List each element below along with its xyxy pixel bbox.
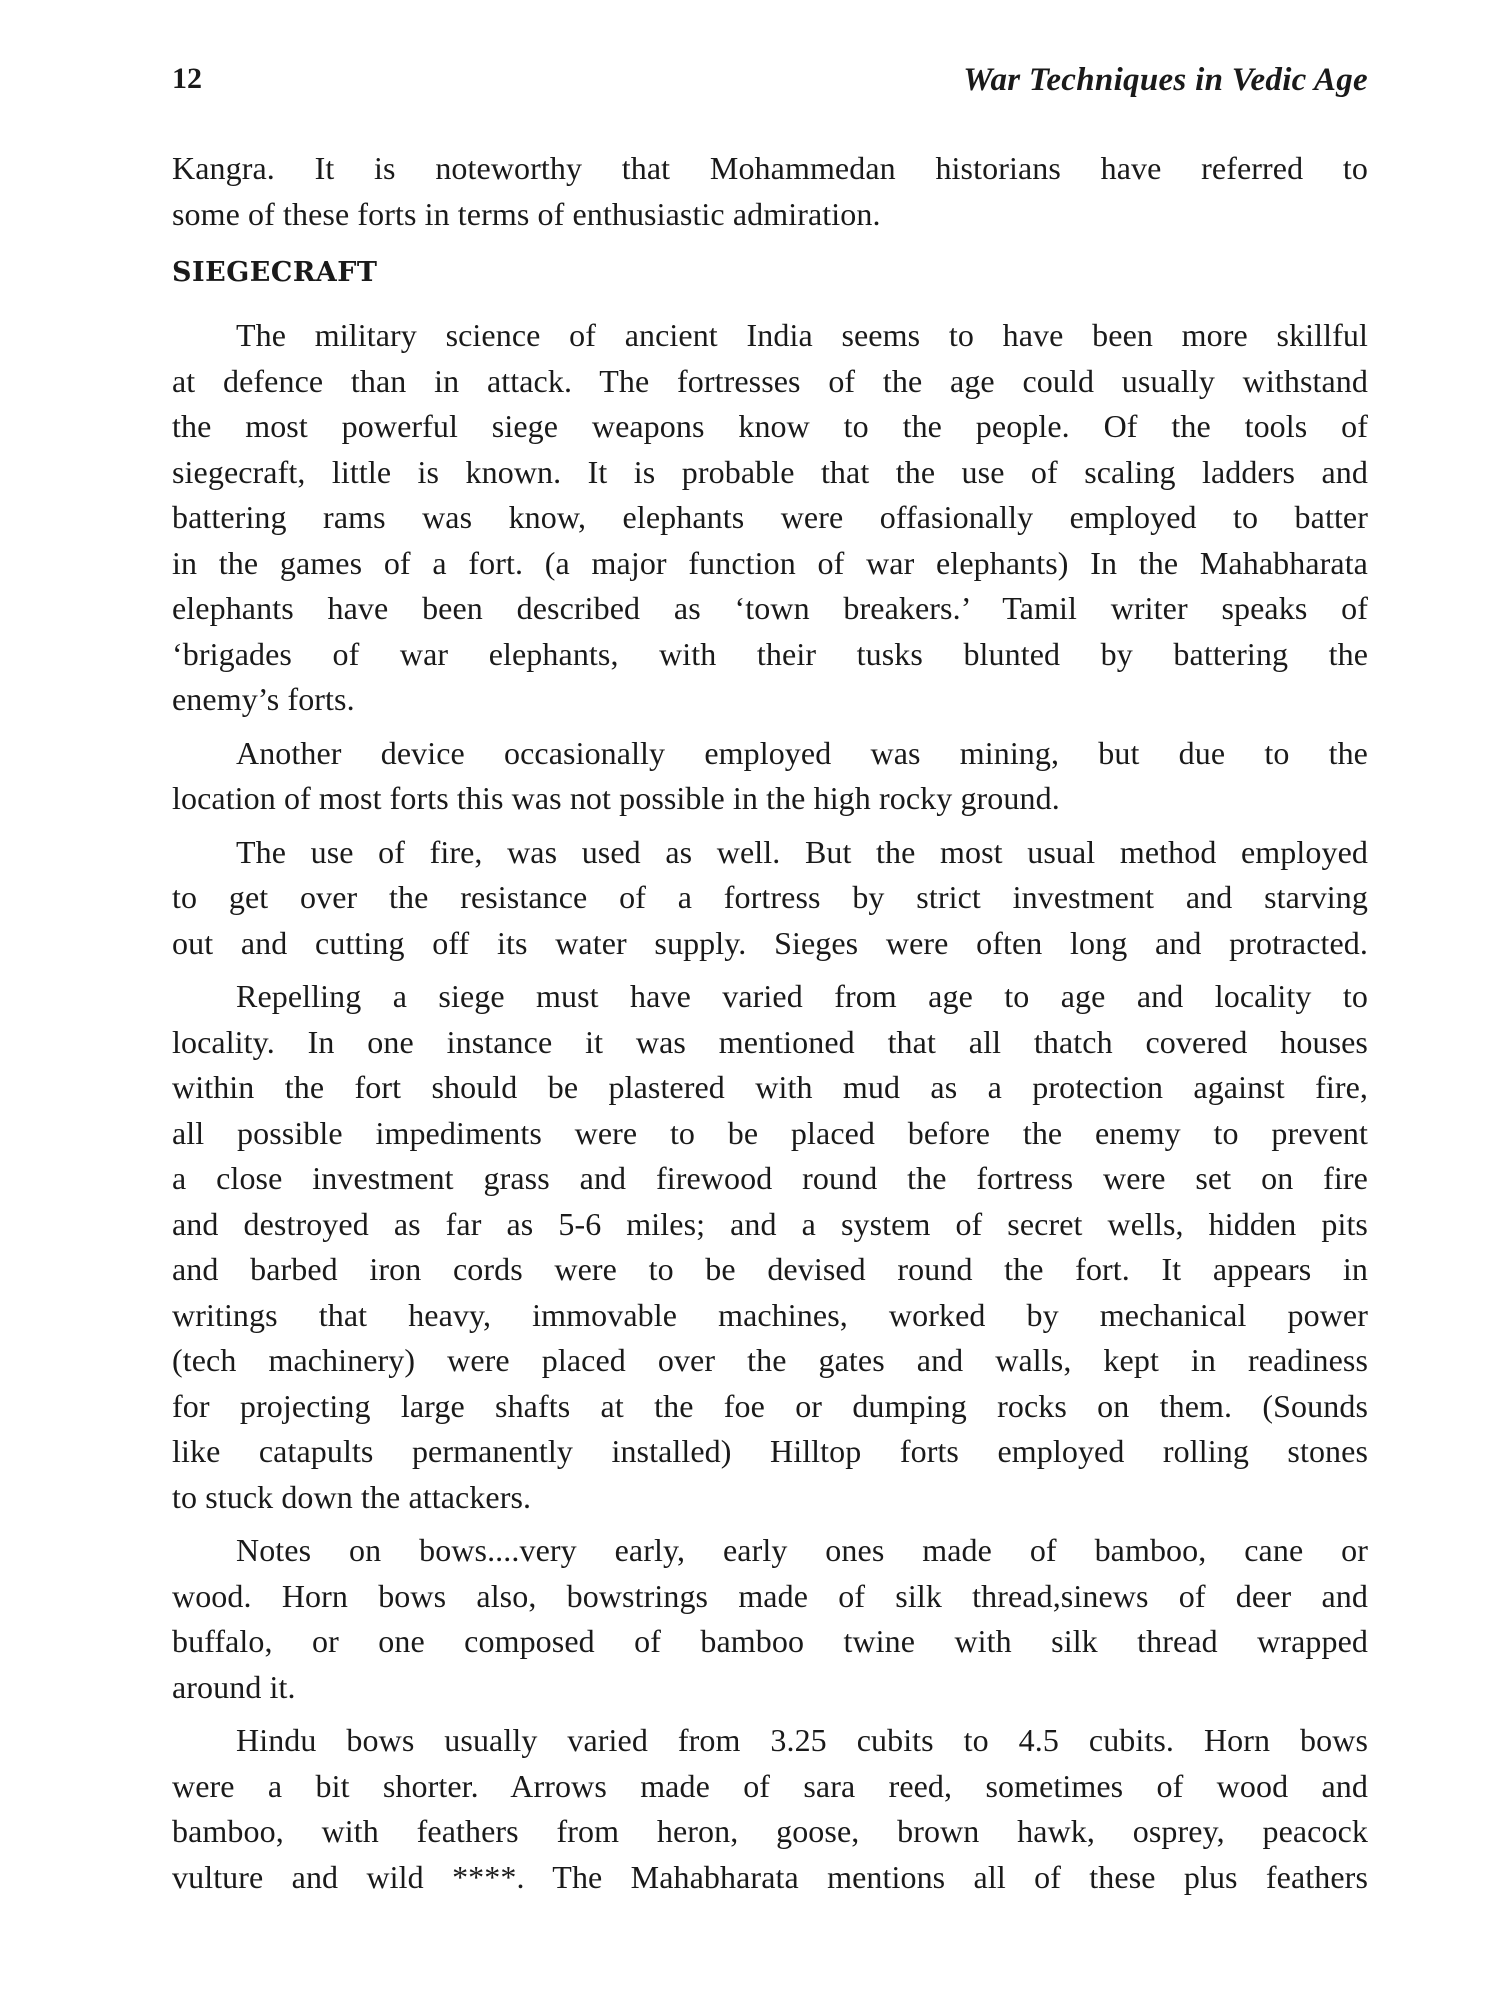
text-line: to stuck down the attackers. xyxy=(172,1478,532,1515)
paragraph xyxy=(172,731,1368,822)
running-title: War Techniques in Vedic Age xyxy=(963,62,1368,98)
carryover-paragraph xyxy=(172,146,1368,237)
paragraph xyxy=(172,1718,1368,1900)
paragraph xyxy=(172,1528,1368,1710)
text-line: writings that heavy, immovable machines, worked by mechanical power xyxy=(172,1296,1368,1333)
text-line: Hindu bows usually varied from 3.25 cubits to 4.5 cubits. Horn bows xyxy=(236,1722,1368,1758)
text-line: wood. Horn bows also, bowstrings made of silk thread,sinews of deer and xyxy=(172,1577,1368,1614)
text-line: vulture and wild ****. The Mahabharata mentions all of these plus feathers xyxy=(172,1858,1368,1895)
text-line: some of these forts in terms of enthusiastic admiration. xyxy=(172,195,881,232)
text-line: within the fort should be plastered with mud as a protection against fire, xyxy=(172,1069,1368,1105)
text-line: location of most forts this was not possible in the high rocky ground. xyxy=(172,780,1060,816)
text-line: Notes on bows....very early, early ones made of bamboo, cane or xyxy=(236,1532,1368,1568)
text-line: siegecraft, little is known. It is probable that the use of scaling ladders and xyxy=(172,453,1368,490)
text-line: to get over the resistance of a fortress by strict investment and starving xyxy=(172,879,1368,915)
text-line: for projecting large shafts at the foe or dumping rocks on them. (Sounds xyxy=(172,1387,1368,1424)
text-line: enemy’s forts. xyxy=(172,681,355,717)
text-line: and destroyed as far as 5-6 miles; and a system of secret wells, hidden pits xyxy=(172,1205,1368,1242)
body-text xyxy=(172,146,1368,1908)
text-line: (tech machinery) were placed over the gates and walls, kept in readiness xyxy=(172,1342,1368,1378)
text-line: all possible impediments were to be placed before the enemy to prevent xyxy=(172,1114,1368,1151)
text-line: and barbed iron cords were to be devised round the fort. It appears in xyxy=(172,1251,1368,1287)
paragraph xyxy=(172,313,1368,723)
text-line: in the games of a fort. (a major function of war elephants) In the Mahabharata xyxy=(172,544,1368,581)
text-line: out and cutting off its water supply. Sieges were often long and protracted. xyxy=(172,924,1368,961)
text-line: buffalo, or one composed of bamboo twine with silk thread wrapped xyxy=(172,1623,1368,1659)
text-line: The military science of ancient India seems to have been more skillful xyxy=(236,317,1368,353)
paragraph xyxy=(172,830,1368,967)
text-line: a close investment grass and firewood round the fortress were set on fire xyxy=(172,1160,1368,1196)
text-line: Another device occasionally employed was mining, but due to the xyxy=(236,734,1368,771)
text-line: at defence than in attack. The fortresses of the age could usually withstand xyxy=(172,362,1368,399)
section-heading: SIEGECRAFT xyxy=(172,257,378,288)
text-line: The use of fire, was used as well. But the most usual method employed xyxy=(236,833,1368,870)
text-line: ‘brigades of war elephants, with their tusks blunted by battering the xyxy=(172,635,1368,672)
running-head xyxy=(172,62,1368,106)
text-line: bamboo, with feathers from heron, goose, brown hawk, osprey, peacock xyxy=(172,1813,1368,1849)
text-line: Kangra. It is noteworthy that Mohammedan historians have referred to xyxy=(172,150,1368,186)
paragraph xyxy=(172,974,1368,1520)
text-line: battering rams was know, elephants were offasionally employed to batter xyxy=(172,499,1368,535)
text-line: like catapults permanently installed) Hilltop forts employed rolling stones xyxy=(172,1433,1368,1469)
text-line: the most powerful siege weapons know to the people. Of the tools of xyxy=(172,408,1368,444)
text-line: around it. xyxy=(172,1668,296,1705)
text-line: Repelling a siege must have varied from age to age and locality to xyxy=(236,978,1368,1014)
text-line: locality. In one instance it was mentioned that all thatch covered houses xyxy=(172,1023,1368,1060)
page-number: 12 xyxy=(172,62,202,95)
text-line: were a bit shorter. Arrows made of sara reed, sometimes of wood and xyxy=(172,1767,1368,1804)
text-line: elephants have been described as ‘town breakers.’ Tamil writer speaks of xyxy=(172,590,1368,626)
